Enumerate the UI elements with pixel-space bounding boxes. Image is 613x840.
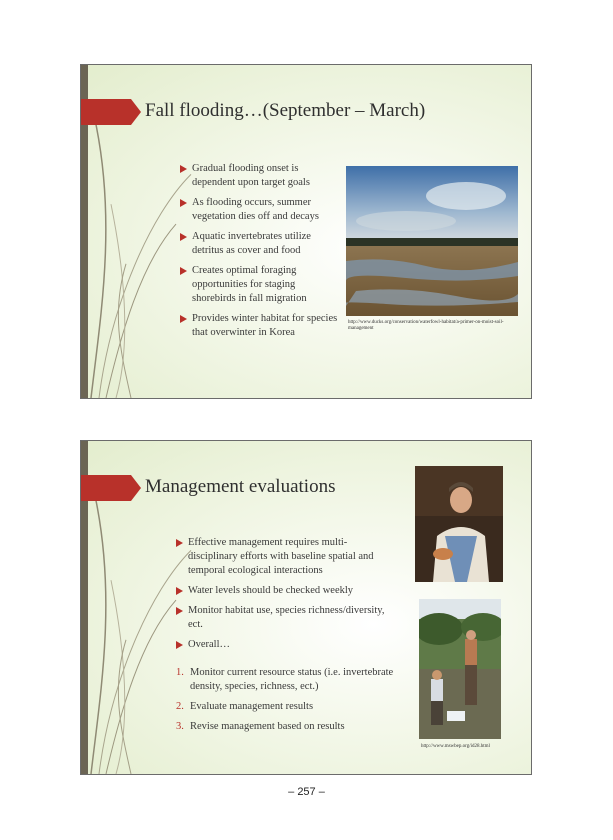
researcher-portrait-photo <box>415 466 503 582</box>
bullet-arrow-icon <box>180 165 187 173</box>
numbered-item: 3. Revise management based on results <box>176 721 345 732</box>
bullet-arrow-icon <box>180 199 187 207</box>
bullet-item: Provides winter habitat for species that overwinter in Korea <box>180 312 340 340</box>
image-source-caption: http://www.mswbep.org/id28.html <box>421 744 490 749</box>
bullet-list <box>176 536 396 658</box>
numbered-item: 1. Monitor current resource status (i.e. invertebrate density, species, richness, ect.) <box>176 667 394 692</box>
bullet-arrow-icon <box>180 233 187 241</box>
bullet-arrow-icon <box>180 315 187 323</box>
slide-title: Fall flooding…(September – March) <box>145 100 426 121</box>
bullet-item: As flooding occurs, summer vegetation dies off and decays <box>180 196 340 224</box>
bullet-arrow-icon <box>176 539 183 547</box>
page-number: – 257 – <box>288 786 325 798</box>
field-survey-photo <box>419 599 501 739</box>
bullet-item: Aquatic invertebrates utilize detritus as cover and food <box>180 230 340 258</box>
bullet-item: Gradual flooding onset is dependent upon target goals <box>180 162 340 190</box>
bullet-item: Creates optimal foraging opportunities for staging shorebirds in fall migration <box>180 264 340 306</box>
slide-fall-flooding <box>80 64 532 399</box>
bullet-item: Monitor habitat use, species richness/diversity, ect. <box>176 604 396 632</box>
bullet-arrow-icon <box>176 607 183 615</box>
numbered-list <box>176 666 406 740</box>
slide-title: Management evaluations <box>145 476 336 497</box>
numbered-item: 2. Evaluate management results <box>176 701 314 712</box>
bullet-item: Effective management requires multi-disciplinary efforts with baseline spatial and temporal ecological interactions <box>176 536 396 578</box>
bullet-arrow-icon <box>180 267 187 275</box>
bullet-arrow-icon <box>176 587 183 595</box>
image-source-caption: http://www.ducks.org/conservation/waterfowl-habitat/a-primer-on-moist-soil-management <box>348 320 504 331</box>
bullet-item: Water levels should be checked weekly <box>176 584 396 598</box>
bullet-arrow-icon <box>176 641 183 649</box>
bullet-list <box>180 162 340 346</box>
title-arrow-shape <box>81 475 141 501</box>
title-arrow-shape <box>81 99 141 125</box>
wetland-photo <box>346 166 518 316</box>
slide-management-evaluations <box>80 440 532 775</box>
bullet-item: Overall… <box>176 638 396 652</box>
